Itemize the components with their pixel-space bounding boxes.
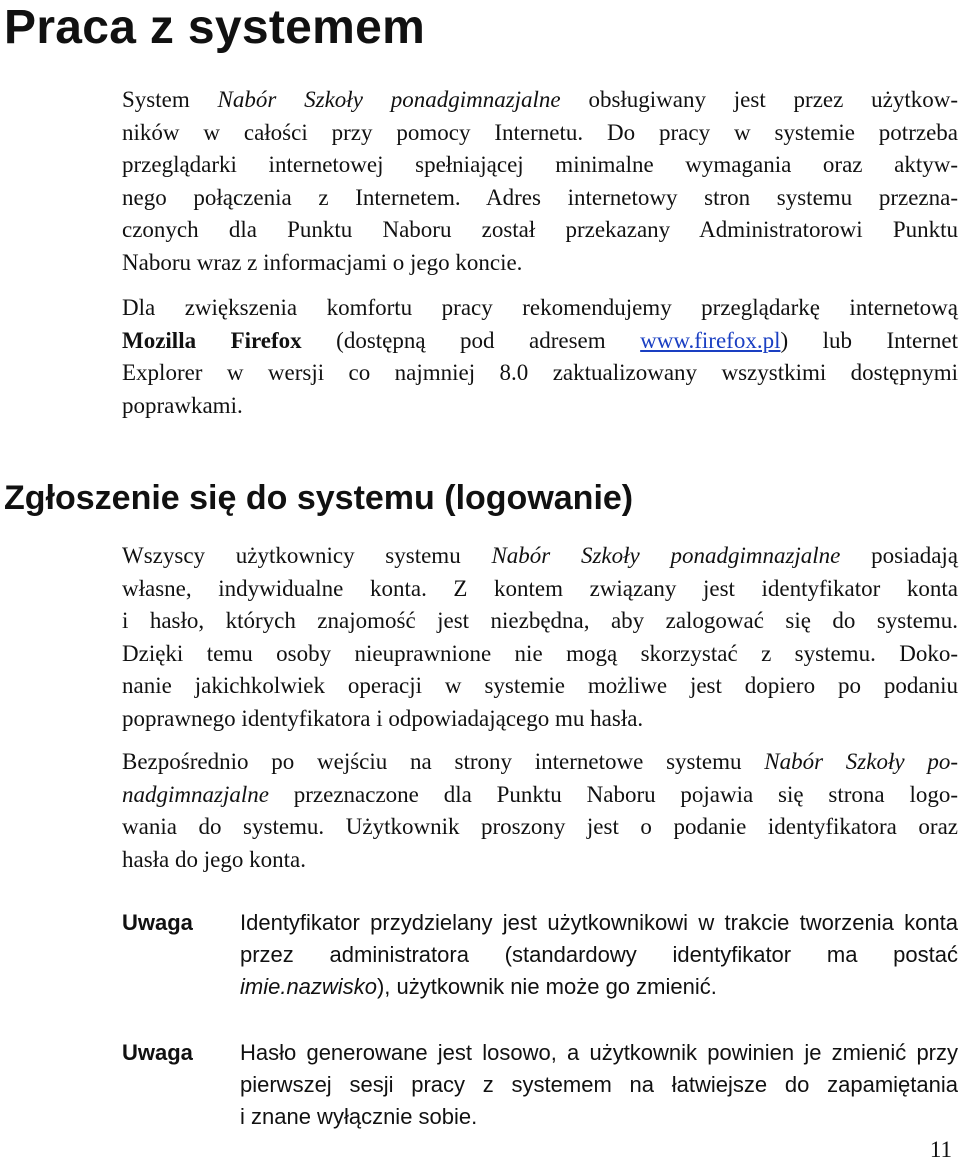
- text-line: Dzięki temu osoby nieuprawnione nie mogą skorzystać z systemu. Doko-: [122, 640, 958, 666]
- text-line: Naboru wraz z informacjami o jego koncie.: [122, 249, 523, 275]
- text-line: [122, 540, 958, 573]
- text-line: własne, indywidualne konta. Z kontem związany jest identyfikator konta: [122, 575, 958, 601]
- accounts-paragraph: [122, 540, 958, 735]
- text-run: ) lub Internet: [780, 327, 958, 353]
- text-run: obsługiwany jest przez użytkow-: [560, 87, 958, 112]
- text-run: System: [122, 87, 218, 112]
- text-line: czonych dla Punktu Naboru został przekazany Administratorowi Punktu: [122, 217, 958, 242]
- text-run: przeznaczone dla Punktu Naboru pojawia się strona logo-: [268, 781, 958, 807]
- text-line: hasła do jego konta.: [122, 846, 306, 872]
- text-line: przeglądarki internetowej spełniającej minimalne wymagania oraz aktyw-: [122, 152, 958, 177]
- text-line: Explorer w wersji co najmniej 8.0 zaktualizowany wszystkimi dostępnymi: [122, 360, 958, 385]
- text-line: [240, 971, 958, 1003]
- note-text: [240, 1037, 958, 1133]
- text-line: Dla zwiększenia komfortu pracy rekomendujemy przeglądarkę internetową: [122, 295, 958, 320]
- text-run: ), użytkownik nie może go zmienić.: [376, 974, 717, 999]
- text-line: [122, 746, 958, 779]
- text-line: i hasło, których znajomość jest niezbędna, aby zalogować się do systemu.: [122, 608, 958, 633]
- text-line: poprawkami.: [122, 392, 243, 418]
- text-line: przez administratora (standardowy identyfikator ma postać: [240, 942, 958, 967]
- text-line: poprawnego identyfikatora i odpowiadającego mu hasła.: [122, 705, 644, 731]
- note-label: Uwaga: [122, 910, 193, 935]
- text-line: [122, 84, 958, 117]
- system-name: Nabór Szkoły ponadgimnazjalne: [217, 87, 561, 112]
- login-paragraph: [122, 746, 958, 876]
- text-line: [122, 325, 958, 358]
- text-run: Bezpośrednio po wejściu na strony internetowe systemu: [122, 749, 765, 774]
- page-title: Praca z systemem: [4, 1, 426, 54]
- browser-name: Mozilla Firefox: [122, 327, 302, 353]
- note-label: Uwaga: [122, 1040, 193, 1065]
- text-line: i znane wyłącznie sobie.: [240, 1104, 478, 1129]
- system-name: Nabór Szkoły po-: [764, 749, 958, 774]
- note-text: [240, 907, 958, 1003]
- text-line: Identyfikator przydzielany jest użytkownikowi w trakcie tworzenia konta: [240, 910, 958, 935]
- system-name: Nabór Szkoły ponadgimnazjalne: [491, 543, 841, 568]
- text-run: (dostępną pod adresem: [301, 327, 641, 353]
- text-run: Wszyscy użytkownicy systemu: [122, 543, 492, 568]
- system-name: nadgimnazjalne: [122, 781, 269, 807]
- text-line: ników w całości przy pomocy Internetu. Do pracy w systemie potrzeba: [122, 119, 958, 145]
- text-line: pierwszej sesji pracy z systemem na łatwiejsze do zapamiętania: [240, 1072, 958, 1097]
- intro-paragraph: [122, 84, 958, 279]
- text-line: nego połączenia z Internetem. Adres internetowy stron systemu przezna-: [122, 184, 958, 210]
- firefox-link[interactable]: www.firefox.pl: [640, 327, 781, 353]
- text-line: [122, 779, 958, 812]
- text-line: Hasło generowane jest losowo, a użytkownik powinien je zmienić przy: [240, 1040, 958, 1065]
- text-run: posiadają: [840, 543, 958, 568]
- text-line: nanie jakichkolwiek operacji w systemie możliwe jest dopiero po podaniu: [122, 673, 958, 698]
- section-heading: Zgłoszenie się do systemu (logowanie): [4, 479, 634, 517]
- identifier-format: imie.nazwisko: [240, 974, 377, 999]
- text-line: wania do systemu. Użytkownik proszony jest o podanie identyfikatora oraz: [122, 814, 958, 839]
- page-number: 11: [929, 1137, 952, 1162]
- browser-paragraph: [122, 292, 958, 422]
